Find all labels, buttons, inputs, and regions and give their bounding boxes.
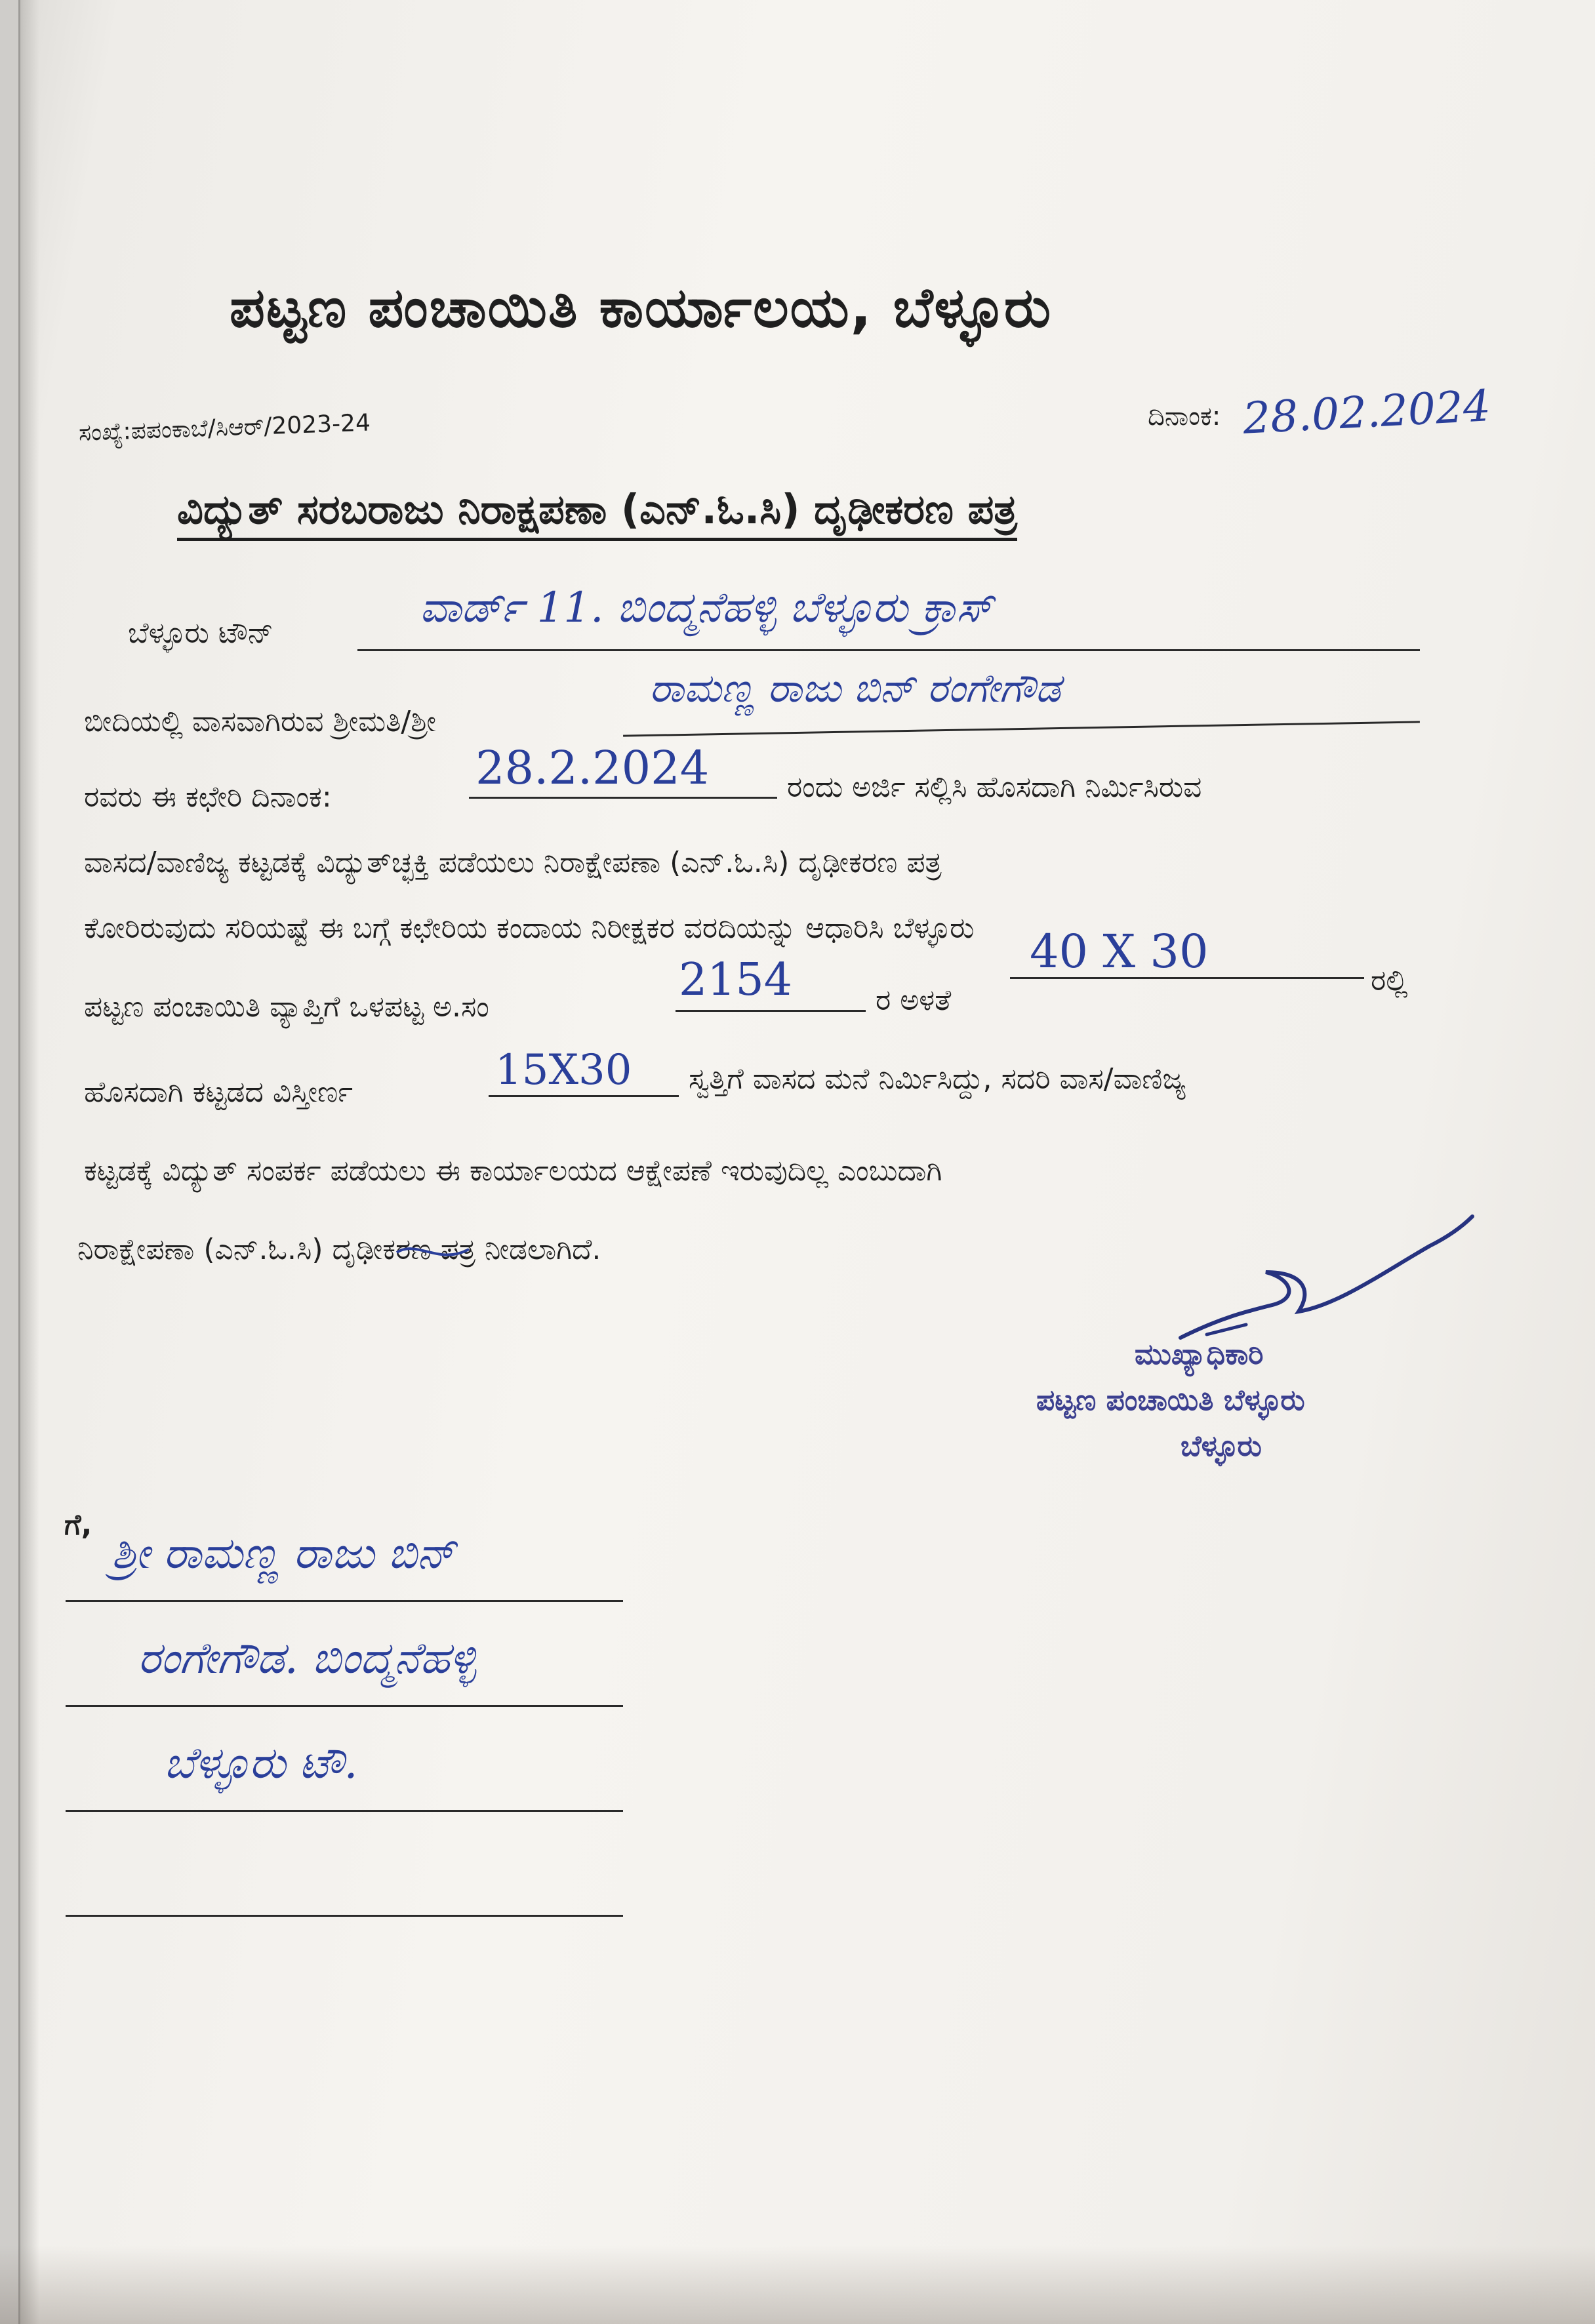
body-line3-suffix: ರಂದು ಅರ್ಜಿ ಸಲ್ಲಿಸಿ ಹೊಸದಾಗಿ ನಿರ್ಮಿಸಿರುವ	[787, 771, 1202, 804]
recipient-rule-4	[66, 1915, 623, 1917]
body-line5: ಕೋರಿರುವುದು ಸರಿಯಷ್ಟೆ ಈ ಬಗ್ಗೆ ಕಛೇರಿಯ ಕಂದಾಯ ನಿರೀಕ್ಷಕರ ವರದಿಯನ್ನು ಆಧಾರಿಸಿ ಬೆಳ್ಳೂರು	[84, 912, 975, 945]
page-bottom-shadow	[0, 2245, 1595, 2324]
pen-strike-mark	[394, 1233, 472, 1272]
fill-line-6a	[676, 1010, 866, 1012]
body-line6-prefix: ಪಟ್ಟಣ ಪಂಚಾಯಿತಿ ವ್ಯಾಪ್ತಿಗೆ ಒಳಪಟ್ಟ ಅ.ಸಂ	[84, 990, 489, 1024]
body-line4: ವಾಸದ/ವಾಣಿಜ್ಯ ಕಟ್ಟಡಕ್ಕೆ ವಿದ್ಯುತ್‌ಚ್ಛಕ್ತಿ ಪಡೆಯಲು ನಿರಾಕ್ಷೇಪಣಾ (ಎನ್.ಓ.ಸಿ) ದೃಢೀಕರಣ ಪತ್ರ	[84, 846, 942, 879]
body-line2-prefix: ಬೀದಿಯಲ್ಲಿ ವಾಸವಾಗಿರುವ ಶ್ರೀಮತಿ/ಶ್ರೀ	[84, 705, 436, 738]
fill-line-2	[623, 721, 1420, 736]
date-label: ದಿನಾಂಕ:	[1148, 401, 1221, 431]
body-line3-fill: 28.2.2024	[475, 741, 710, 795]
recipient-line3: ಬೆಳ್ಳೂರು ಟೌ.	[164, 1738, 358, 1788]
body-line6-fill1: 2154	[679, 954, 793, 1006]
recipient-label: ಗೆ,	[64, 1508, 92, 1542]
recipient-line1: ಶ್ರೀ ರಾಮಣ್ಣ ರಾಜು ಬಿನ್	[111, 1528, 456, 1578]
fill-line-7	[489, 1095, 679, 1097]
body-line6-fill2: 40 X 30	[1030, 925, 1209, 978]
body-line7-fill: 15X30	[495, 1046, 632, 1094]
recipient-rule-3	[66, 1810, 623, 1812]
body-line6-mid: ರ ಅಳತೆ	[876, 984, 952, 1017]
body-line3-prefix: ರವರು ಈ ಕಛೇರಿ ದಿನಾಂಕ:	[84, 780, 332, 814]
body-line1-fill: ವಾರ್ಡ್ 11. ಬಿಂದ್ಮನೆಹಳ್ಳಿ ಬೆಳ್ಳೂರು ಕ್ರಾಸ್	[420, 584, 993, 632]
body-line7-suffix: ಸ್ವತ್ತಿಗೆ ವಾಸದ ಮನೆ ನಿರ್ಮಿಸಿದ್ದು, ಸದರಿ ವಾಸ/ವಾಣಿಜ್ಯ	[689, 1062, 1186, 1096]
date-value: 28.02.2024	[1242, 380, 1492, 444]
stamp-office: ಪಟ್ಟಣ ಪಂಚಾಯಿತಿ ಬೆಳ್ಳೂರು	[1036, 1384, 1305, 1417]
recipient-line2: ರಂಗೇಗೌಡ. ಬಿಂದ್ಮನೆಹಳ್ಳಿ	[138, 1633, 477, 1683]
reference-number: ಸಂಖ್ಯೆ:ಪಪಂಕಾಬೆ/ಸಿಆರ್/2023-24	[78, 409, 371, 447]
recipient-rule-2	[66, 1705, 623, 1707]
body-line2-fill: ರಾಮಣ್ಣ ರಾಜು ಬಿನ್ ರಂಗೇಗೌಡ	[649, 666, 1061, 711]
fill-line-1	[357, 649, 1420, 651]
body-line7-prefix: ಹೊಸದಾಗಿ ಕಟ್ಟಡದ ವಿಸ್ತೀರ್ಣ	[84, 1075, 353, 1109]
officer-signature	[1167, 1207, 1482, 1351]
body-line8: ಕಟ್ಟಡಕ್ಕೆ ವಿದ್ಯುತ್ ಸಂಪರ್ಕ ಪಡೆಯಲು ಈ ಕಾರ್ಯಾಲಯದ ಆಕ್ಷೇಪಣೆ ಇರುವುದಿಲ್ಲ ಎಂಬುದಾಗಿ	[84, 1154, 942, 1188]
body-line9: ನಿರಾಕ್ಷೇಪಣಾ (ಎನ್.ಓ.ಸಿ) ದೃಢೀಕರಣ ಪತ್ರ ನೀಡಲಾಗಿದೆ.	[77, 1233, 601, 1266]
stamp-place: ಬೆಳ್ಳೂರು	[1181, 1430, 1262, 1463]
fill-line-3	[469, 797, 777, 799]
document-subject: ವಿದ್ಯುತ್ ಸರಬರಾಜು ನಿರಾಕ್ಷಪಣಾ (ಎನ್.ಓ.ಸಿ) ದೃಢೀಕರಣ ಪತ್ರ	[177, 485, 1017, 541]
office-title: ಪಟ್ಟಣ ಪಂಚಾಯಿತಿ ಕಾರ್ಯಾಲಯ, ಬೆಳ್ಳೂರು	[230, 275, 1053, 340]
body-line6-suffix: ರಲ್ಲಿ	[1371, 964, 1408, 997]
recipient-rule-1	[66, 1600, 623, 1602]
page-binding-edge	[0, 0, 20, 2324]
body-line1-prefix: ಬೆಳ್ಳೂರು ಟೌನ್	[128, 616, 273, 650]
stamp-designation: ಮುಖ್ಯಾಧಿಕಾರಿ	[1135, 1338, 1264, 1371]
